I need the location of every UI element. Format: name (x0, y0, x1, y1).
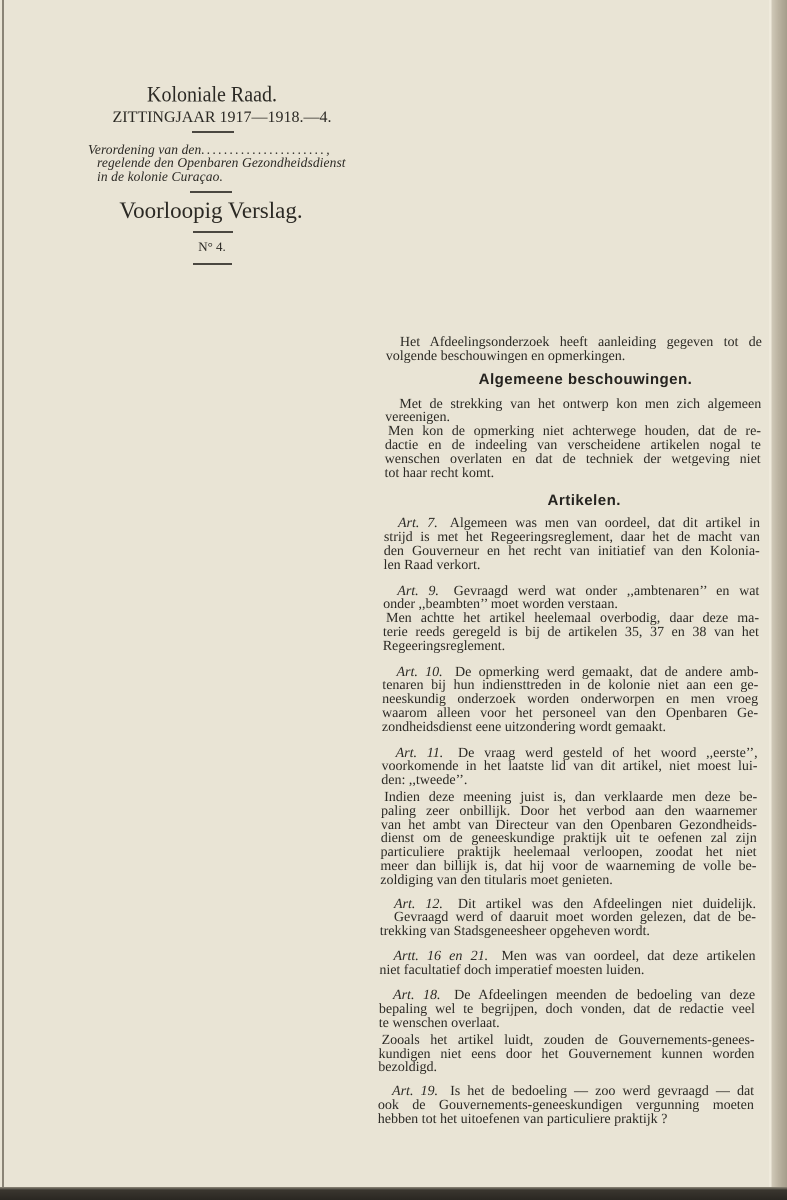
scan-edge-bottom (0, 1187, 787, 1200)
section-heading: Artikelen. (547, 492, 622, 510)
scan-edge-left (2, 0, 4, 1200)
article (380, 898, 756, 939)
divider-rule (193, 231, 233, 233)
article (378, 989, 755, 1075)
paragraph (380, 791, 757, 888)
article-reference: Art. 18. (393, 988, 441, 1004)
article-reference: Art. 11. (395, 745, 444, 761)
text-line: trekking van Stadsgeneesheer opgeheven wordt. (379, 924, 651, 940)
text-line: onder ,,beambten’’ moet worden verstaan. (383, 597, 618, 613)
article (378, 1085, 754, 1126)
text-line: den: ,,tweede’’. (381, 773, 468, 789)
article (383, 585, 760, 654)
council-title: Koloniale Raad. (147, 82, 277, 108)
paragraph (385, 398, 761, 426)
text-line: kundigen niet eens door het Gouvernement kunnen worden (378, 1046, 755, 1062)
text-line: waarom alleen voor het personeel van den Openbaren Ge- (381, 705, 759, 721)
article-reference: Art. 19. (392, 1084, 439, 1100)
text-line (384, 517, 760, 531)
text-line: dienst om de geneeskundige praktijk uit te oefenen zal zijn (380, 831, 757, 847)
text-line: neeskundig onderzoek worden onderworpen en men vroeg (382, 692, 759, 708)
text-line: volgende beschouwingen en opmerkingen. (385, 348, 626, 364)
article (379, 950, 755, 978)
article-reference: Artt. 16 en 21. (393, 948, 489, 964)
intro-paragraph (386, 336, 762, 364)
text-line: terie reeds geregeld is bij de artikelen 35, 37 en 38 van het (382, 624, 759, 640)
article (380, 747, 757, 888)
text-line: len Raad verkort. (383, 557, 481, 573)
text-line: tenaren bij hun indiensttreden in de kolonie niet aan een ge- (382, 678, 759, 694)
paragraph (384, 425, 761, 480)
text-line: Men achtte het artikel heelemaal overbodig, daar deze ma- (385, 611, 760, 627)
text-line: te wenschen overlaat. (378, 1016, 500, 1032)
text-line: Regeeringsreglement. (382, 638, 506, 654)
text-line: paling zeer onbillijk. Door het verbod aan den waarnemer (380, 803, 758, 819)
text-line: wenschen overlaten en dat de techniek der wetgeving niet (384, 451, 761, 467)
text-line: niet facultatief doch imperatief moesten luiden. (379, 962, 645, 978)
subject-line-leader: ......................, (201, 142, 332, 157)
session-year: ZITTINGJAAR 1917—1918.—4. (112, 109, 332, 126)
text-line (379, 989, 755, 1003)
article-reference: Art. 12. (393, 896, 444, 912)
subject-line: regelende den Openbaren Gezondheidsdienst (97, 155, 346, 170)
article-reference: Art. 9. (397, 583, 440, 599)
text-line: Gevraagd werd of daaruit moet worden gelezen, dat de be- (393, 910, 756, 926)
text-line (383, 585, 759, 599)
text-line: hebben tot het uitoefenen van particuliere praktijk ? (377, 1111, 668, 1127)
text-line: tot haar recht komt. (384, 465, 495, 481)
text-line (382, 666, 758, 680)
report-body (378, 336, 762, 1127)
text-line: van het ambt van Directeur van den Openbaren Gezondheids- (380, 817, 757, 833)
text-line-content: De Afdeelingen meenden de bedoeling van deze (454, 988, 756, 1004)
text-line-content: De opmerking werd gemaakt, dat de andere amb- (454, 664, 759, 680)
text-line: bezoldigd. (378, 1060, 438, 1076)
text-line: zondheidsdienst eene uitzondering wordt gemaakt. (381, 719, 667, 735)
divider-rule (190, 191, 232, 193)
text-line (379, 950, 755, 964)
text-line: dactie en de indeeling van verscheidene artikelen nogal te (384, 437, 761, 453)
text-line: Men kon de opmerking niet achterwege houden, dat de re- (387, 424, 762, 440)
text-line: strijd is met het Regeeringsreglement, daar het de macht van (383, 530, 760, 546)
section-heading: Algemeene beschouwingen. (478, 370, 693, 388)
text-line: particuliere praktijk heelemaal verloopen, zoodat het niet (380, 845, 757, 861)
text-line: Indien deze meening juist is, dan verklaarde men deze be- (384, 789, 758, 805)
text-line: vereenigen. (385, 410, 451, 426)
text-line: Met de strekking van het ontwerp kon men zich algemeen (399, 396, 762, 412)
text-line: ook de Gouvernements-geneeskundigen vergunning moeten (377, 1098, 755, 1114)
text-line (382, 747, 758, 761)
text-line-content: Is het de bedoeling — zoo werd gevraagd — dat (450, 1084, 755, 1100)
text-line: Zooals het artikel luidt, zouden de Gouvernements-genees- (381, 1032, 755, 1048)
text-line-content: De vraag werd gesteld of het woord ,,eerste’’, (457, 745, 758, 761)
text-line (378, 1085, 754, 1099)
scan-edge-right (769, 0, 787, 1200)
article (384, 517, 761, 572)
text-line: den Gouverneur en het recht van initiatief van den Kolonia- (383, 543, 760, 559)
text-line-content: Algemeen was men van oordeel, dat dit artikel in (449, 516, 761, 532)
text-line: bepaling wel te begrijpen, doch vonden, dat de redactie veel (378, 1002, 756, 1018)
text-line: zoldiging van den titularis moet genieten. (380, 872, 613, 888)
text-line: meer dan billijk is, dat hij voor de waarneming de volle be- (380, 858, 757, 874)
text-line-content: Gevraagd werd wat onder ,,ambtenaren’’ en wat (453, 583, 760, 599)
text-line-content: Dit artikel was den Afdeelingen niet duidelijk. (457, 896, 757, 912)
text-line: Het Afdeelingsonderzoek heeft aanleiding gegeven tot de (399, 335, 763, 350)
text-line (380, 898, 756, 912)
subject-line-text: Verordening van den (88, 142, 202, 157)
report-title: Voorloopig Verslag. (119, 198, 303, 223)
text-line: voorkomende in het laatste lid van dit artikel, niet moest lui- (381, 759, 758, 775)
subject-line: in de kolonie Curaçao. (97, 169, 223, 184)
paragraph (378, 1034, 754, 1075)
article (382, 666, 759, 735)
divider-rule (193, 263, 232, 265)
article-reference: Art. 10. (396, 664, 443, 680)
article-reference: Art. 7. (397, 516, 438, 532)
report-number: N° 4. (198, 239, 226, 254)
text-line-content: Men was van oordeel, dat deze artikelen (501, 948, 756, 964)
divider-rule (192, 131, 234, 133)
